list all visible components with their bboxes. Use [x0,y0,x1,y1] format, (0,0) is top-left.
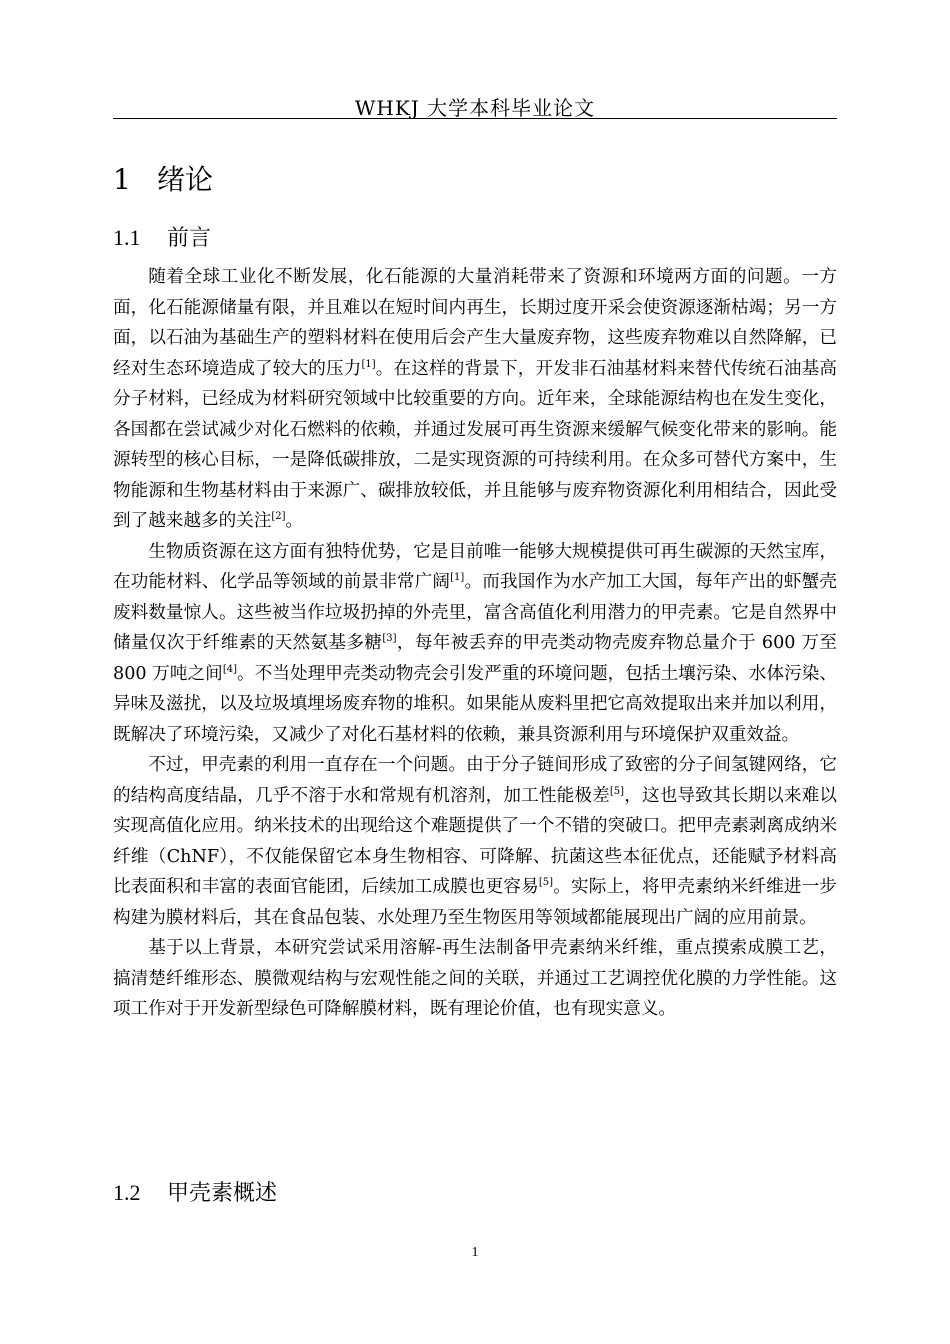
body-text [113,262,837,1025]
text-run: 。在这样的背景下，开发非石油基材料来替代传统石油基高分子材料，已经成为材料研究领域中比较重要的方向。近年来，全球能源结构也在发生变化，各国都在尝试减少对化石燃料的依赖，并通过发展可再生资源来缓解气候变化带来的影响。能源转型的核心目标，一是降低碳排放，二是实现资源的可持续利用。在众多可替代方案中，生物能源和生物基材料由于来源广、碳排放较低，并且能够与废弃物资源化利用相结合，因此受到了越来越多的关注 [113,358,837,531]
text-run: ，这也导致其长期以来难以实现高值化应用。纳米技术的出现给这个难题提供了一个不错的突破口。把甲壳素剥离成纳米纤维（ChNF），不仅能保留它本身生物相容、可降解、抗菌这些本征优点，还能赋予材料高比表面积和丰富的表面官能团，后续加工成膜也更容易 [113,785,837,897]
citation: [5] [609,785,625,797]
text-run: ，每年被丢弃的甲壳类动物壳废弃物总量介于 600 万至 800 万吨之间 [113,633,837,684]
running-header: WHKJ 大学本科毕业论文 [354,96,596,120]
citation: [3] [382,633,397,645]
paragraph-3 [113,750,837,933]
text-run: 。不当处理甲壳类动物壳会引发严重的环境问题，包括土壤污染、水体污染、异味及滋扰，以及垃圾填埋场废弃物的堆积。如果能从废料里把它高效提取出来并加以利用，既解决了环境污染，又减少了对化石基材料的依赖，兼具资源利用与环境保护双重效益。 [113,663,837,745]
citation: [5] [538,877,554,889]
section-number: 1.2 [113,1180,141,1205]
paragraph-2 [113,537,837,751]
text-run: 。而我国作为水产加工大国，每年产出的虾蟹壳废料数量惊人。这些被当作垃圾扔掉的外壳里，富含高值化利用潜力的甲壳素。它是自然界中储量仅次于纤维素的天然氨基多糖 [113,572,837,653]
chapter-number: 1 [113,163,131,196]
section-title: 甲壳素概述 [167,1181,278,1206]
chapter-heading [113,158,213,198]
chapter-title: 绪论 [157,163,214,196]
text-run: 。 [285,511,304,531]
citation: [1] [361,358,376,370]
text-run: 基于以上背景，本研究尝试采用溶解-再生法制备甲壳素纳米纤维，重点摸索成膜工艺，搞清楚纤维形态、膜微观结构与宏观性能之间的关联，并通过工艺调控优化膜的力学性能。这项工作对于开发新型绿色可降解膜材料，既有理论价值，也有现实意义。 [113,938,837,1019]
paragraph-1 [113,262,837,537]
header-rule [113,118,837,119]
citation: [2] [271,511,286,523]
text-run: 不过，甲壳素的利用一直存在一个问题。由于分子链间形成了致密的分子间氢键网络，它的结构高度结晶，几乎不溶于水和常规有机溶剂，加工性能极差 [113,755,837,806]
section-heading-1-2 [113,1176,277,1207]
section-heading-1-1 [113,221,211,252]
text-run: 随着全球工业化不断发展，化石能源的大量消耗带来了资源和环境两方面的问题。一方面，化石能源储量有限，并且难以在短时间内再生，长期过度开采会使资源逐渐枯竭；另一方面，以石油为基础生产的塑料材料在使用后会产生大量废弃物，这些废弃物难以自然降解，已经对生态环境造成了较大的压力 [113,267,837,379]
citation: [4] [222,663,237,675]
section-title: 前言 [167,226,212,251]
page-number: 1 [471,1245,479,1260]
citation: [1] [450,572,465,584]
section-number: 1.1 [113,225,141,250]
text-run: 生物质资源在这方面有独特优势，它是目前唯一能够大规模提供可再生碳源的天然宝库，在功能材料、化学品等领域的前景非常广阔 [113,541,837,592]
text-run: 。实际上，将甲壳素纳米纤维进一步构建为膜材料后，其在食品包装、水处理乃至生物医用等领域都能展现出广阔的应用前景。 [113,877,837,928]
paragraph-4 [113,933,837,1025]
